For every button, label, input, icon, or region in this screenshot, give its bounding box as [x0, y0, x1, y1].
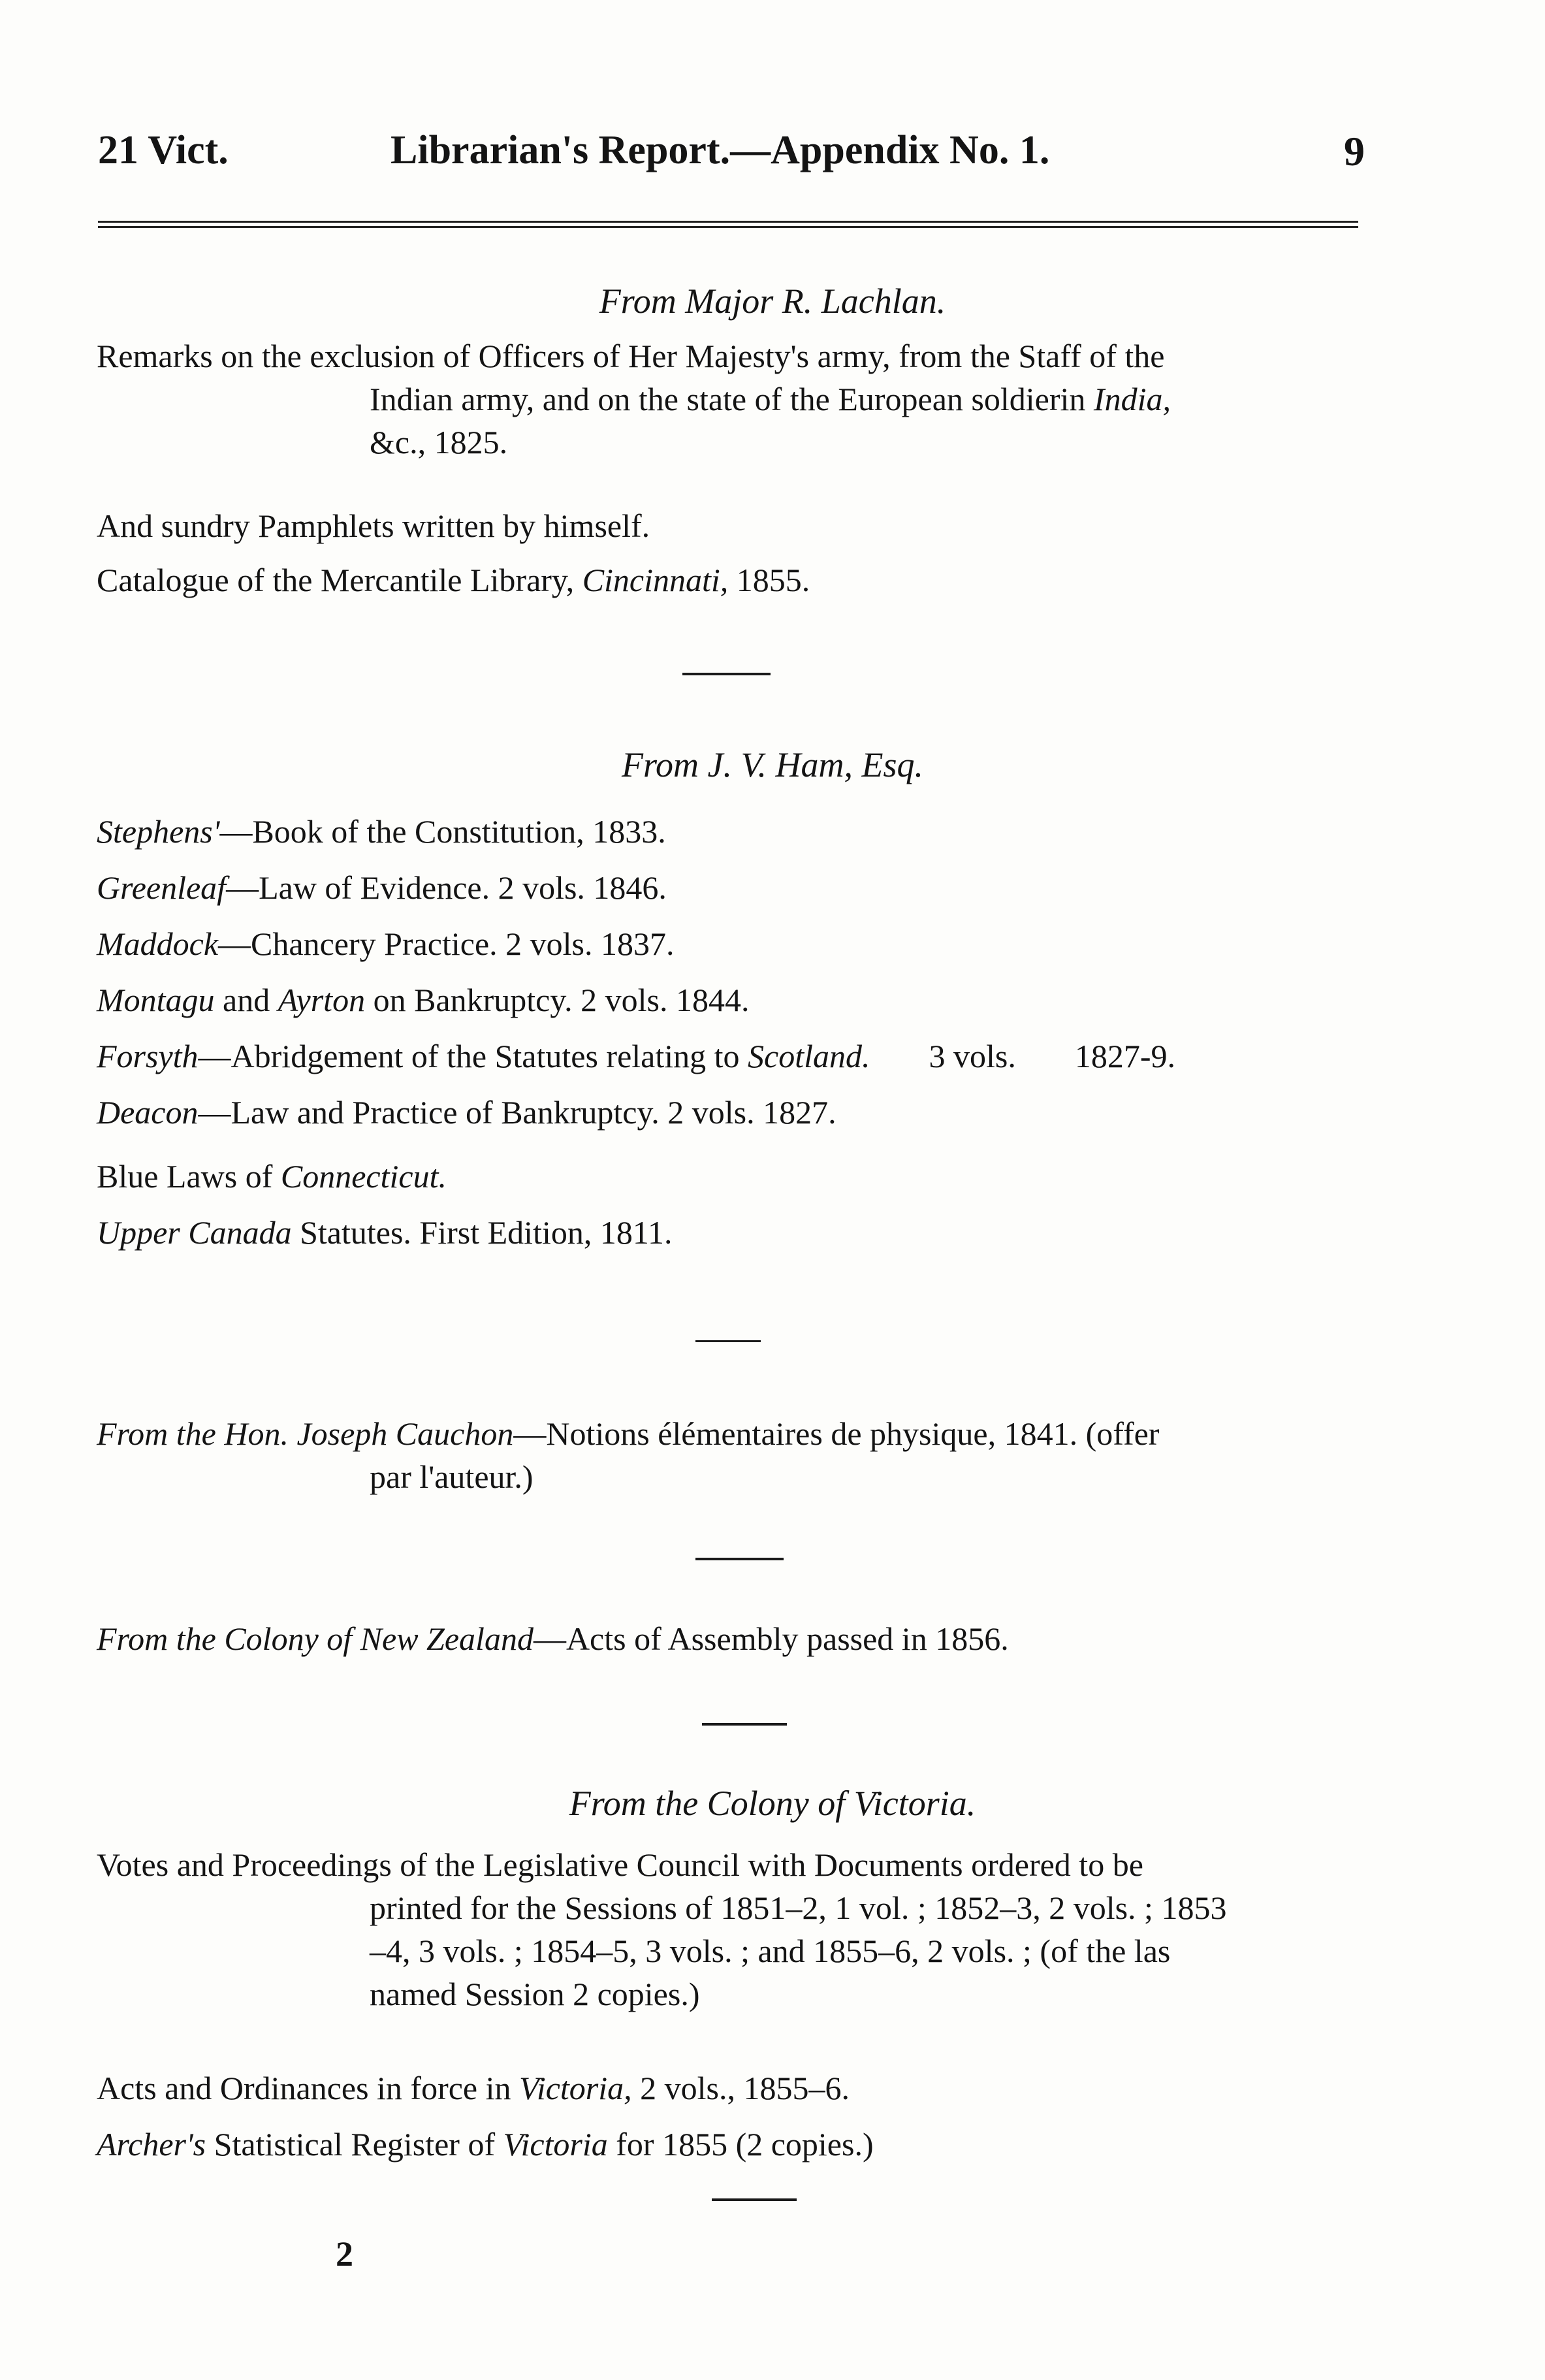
place-upper-canada: Upper Canada [97, 1214, 292, 1251]
section-separator [712, 2198, 797, 2201]
author-stephens: Stephens' [97, 813, 220, 850]
victoria-entry-archer [97, 2123, 1370, 2166]
victoria-entry-acts [97, 2066, 1370, 2110]
place-india: India, [1093, 381, 1171, 417]
session-label: 21 Vict. [98, 128, 229, 172]
new-zealand-entry [97, 1617, 1370, 1660]
votes-line-3: –4, 3 vols. ; 1854–5, 3 vols. ; and 1855–6, 2 vols. ; (of the las [370, 1933, 1171, 1969]
ham-entry-forsyth [97, 1035, 1370, 1078]
place-victoria-archer: Victoria [503, 2126, 608, 2163]
montagu-title: on Bankruptcy. 2 vols. 1844. [365, 982, 750, 1018]
lachlan-remarks-line-3: &c., 1825. [370, 424, 508, 460]
catalogue-text: Catalogue of the Mercantile Library, [97, 562, 582, 598]
greenleaf-title: —Law of Evidence. 2 vols. 1846. [226, 869, 667, 906]
lachlan-entry-pamphlets: And sundry Pamphlets written by himself. [97, 507, 650, 544]
archer-year: for 1855 (2 copies.) [607, 2126, 874, 2163]
author-ayrton: Ayrton [278, 982, 366, 1018]
ham-entry-montagu [97, 978, 1370, 1021]
header-rule-top [98, 221, 1358, 223]
lachlan-remarks-text: Indian army, and on the state of the European soldierin [370, 381, 1094, 417]
report-title: Librarian's Report.—Appendix No. 1. [390, 128, 1050, 172]
votes-line-4: named Session 2 copies.) [370, 1976, 700, 2012]
ham-heading: From J. V. Ham, Esq. [622, 745, 923, 784]
ham-entry-upper-canada [97, 1211, 1370, 1254]
upper-canada-title: Statutes. First Edition, 1811. [291, 1214, 673, 1251]
author-deacon: Deacon [97, 1094, 199, 1131]
cauchon-entry [97, 1412, 1370, 1498]
votes-line-2: printed for the Sessions of 1851–2, 1 vol. ; 1852–3, 2 vols. ; 1853 [370, 1890, 1227, 1926]
author-maddock: Maddock [97, 925, 219, 962]
catalogue-year: 1855. [728, 562, 810, 598]
donor-new-zealand: From the Colony of New Zealand [97, 1620, 534, 1657]
forsyth-years: 1827-9. [1074, 1038, 1176, 1074]
archer-title: Statistical Register of [206, 2126, 503, 2163]
place-scotland: Scotland. [748, 1038, 870, 1074]
page-number: 9 [1344, 128, 1365, 174]
victoria-heading: From the Colony of Victoria. [569, 1784, 976, 1823]
acts-year: 2 vols., 1855–6. [631, 2070, 850, 2106]
ham-entry-deacon [97, 1091, 1370, 1134]
donor-cauchon: From the Hon. Joseph Cauchon [97, 1415, 514, 1452]
montagu-and: and [214, 982, 278, 1018]
lachlan-remarks-line-2 [97, 378, 1370, 421]
place-connecticut: Connecticut. [280, 1158, 447, 1195]
cauchon-line-2: par l'auteur.) [370, 1458, 534, 1495]
ham-entry-greenleaf [97, 866, 1370, 909]
forsyth-title: —Abridgement of the Statutes relating to [198, 1038, 748, 1074]
ham-entry-maddock [97, 922, 1370, 965]
author-archer: Archer's [97, 2126, 206, 2163]
lachlan-entry-remarks [97, 334, 1370, 464]
author-forsyth: Forsyth [97, 1038, 199, 1074]
ham-entry-blue-laws [97, 1155, 1370, 1198]
section-separator [695, 1340, 761, 1342]
new-zealand-title: —Acts of Assembly passed in 1856. [533, 1620, 1009, 1657]
cauchon-title: —Notions élémentaires de physique, 1841. (offer [513, 1415, 1160, 1452]
cauchon-line-1 [97, 1412, 1370, 1455]
author-montagu: Montagu [97, 982, 215, 1018]
running-head [0, 127, 1545, 186]
section-separator [695, 1558, 784, 1560]
place-victoria: Victoria, [519, 2070, 632, 2106]
lachlan-entry-catalogue [97, 558, 1370, 602]
forsyth-vols: 3 vols. [929, 1038, 1016, 1074]
votes-line-1: Votes and Proceedings of the Legislative Council with Documents ordered to be [97, 1846, 1143, 1883]
stephens-title: —Book of the Constitution, 1833. [219, 813, 666, 850]
victoria-entry-votes [97, 1843, 1370, 2016]
ham-entry-stephens [97, 810, 1370, 853]
lachlan-heading: From Major R. Lachlan. [599, 281, 946, 321]
blue-laws-text: Blue Laws of [97, 1158, 281, 1195]
lachlan-remarks-line-1: Remarks on the exclusion of Officers of Her Majesty's army, from the Staff of the [97, 338, 1165, 374]
section-separator [682, 673, 771, 675]
author-greenleaf: Greenleaf [97, 869, 227, 906]
place-cincinnati: Cincinnati, [582, 562, 729, 598]
signature-mark: 2 [336, 2234, 353, 2274]
deacon-title: —Law and Practice of Bankruptcy. 2 vols. 1827. [198, 1094, 836, 1131]
header-rule-bottom [98, 226, 1358, 228]
acts-text: Acts and Ordinances in force in [97, 2070, 519, 2106]
section-separator [702, 1723, 787, 1726]
maddock-title: —Chancery Practice. 2 vols. 1837. [218, 925, 675, 962]
